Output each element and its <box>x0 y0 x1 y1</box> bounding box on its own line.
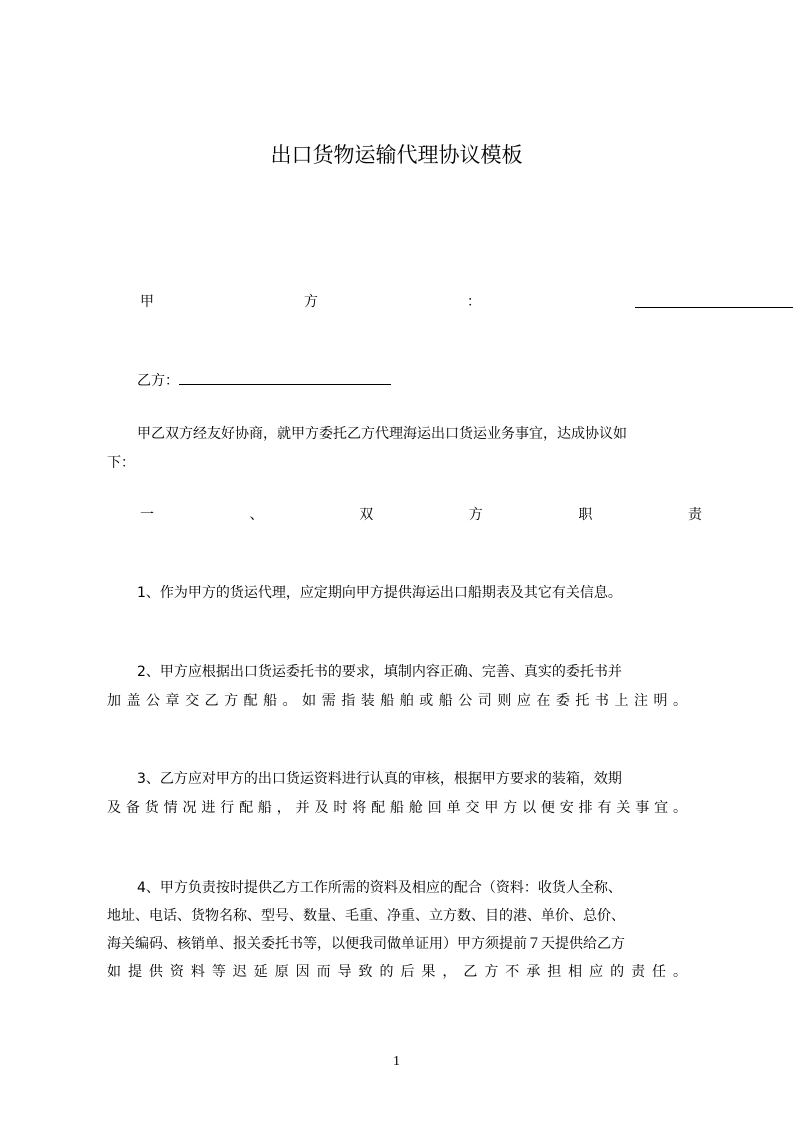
clause-2-line-1: 2、甲方应根据出口货运委托书的要求，填制内容正确、完善、真实的委托书并 <box>137 664 622 680</box>
intro-line-1: 甲乙双方经友好协商，就甲方委托乙方代理海运出口货运业务事宜，达成协议如 <box>137 426 627 442</box>
party-a-char-2: 方 <box>304 294 318 310</box>
party-b-signature-line <box>179 370 391 385</box>
section-heading-duties <box>140 503 702 527</box>
clause-2-line-2: 加盖公章交乙方配船。如需指装船舶或船公司则应在委托书上注明。 <box>107 693 687 709</box>
clause-3-line-1: 3、乙方应对甲方的出口货运资料进行认真的审核，根据甲方要求的装箱，效期 <box>137 771 622 787</box>
intro-line-2: 下： <box>107 455 135 471</box>
section-char: 双 <box>359 507 374 523</box>
section-char: 方 <box>468 507 483 523</box>
clause-4-line-2: 地址、电话、货物名称、型号、数量、毛重、净重、立方数、目的港、单价、总价、 <box>107 908 625 924</box>
document-title: 出口货物运输代理协议模板 <box>270 143 523 167</box>
party-a-signature-line <box>635 291 793 308</box>
section-char: 责 <box>687 507 702 523</box>
clause-4-line-3: 海关编码、核销单、报关委托书等，以便我司做单证用）甲方须提前７天提供给乙方 <box>107 936 625 952</box>
clause-4-line-4: 如提供资料等迟延原因而导致的后果，乙方不承担相应的责任。 <box>107 964 687 980</box>
party-a-char-1: 甲 <box>140 294 154 310</box>
party-b-row <box>137 369 391 393</box>
clause-4-line-1: 4、甲方负责按时提供乙方工作所需的资料及相应的配合（资料：收货人全称、 <box>137 880 622 896</box>
section-char: 一 <box>140 507 154 523</box>
clause-3-line-2: 及备货情况进行配船，并及时将配船舱回单交甲方以便安排有关事宜。 <box>107 800 687 816</box>
page-number: 1 <box>393 1054 400 1069</box>
clause-1-line-1: 1、作为甲方的货运代理，应定期向甲方提供海运出口船期表及其它有关信息。 <box>137 585 622 601</box>
section-char: 、 <box>249 507 264 523</box>
party-b-label: 乙方： <box>137 373 179 389</box>
section-char: 职 <box>578 507 593 523</box>
party-a-colon: ： <box>467 294 481 310</box>
